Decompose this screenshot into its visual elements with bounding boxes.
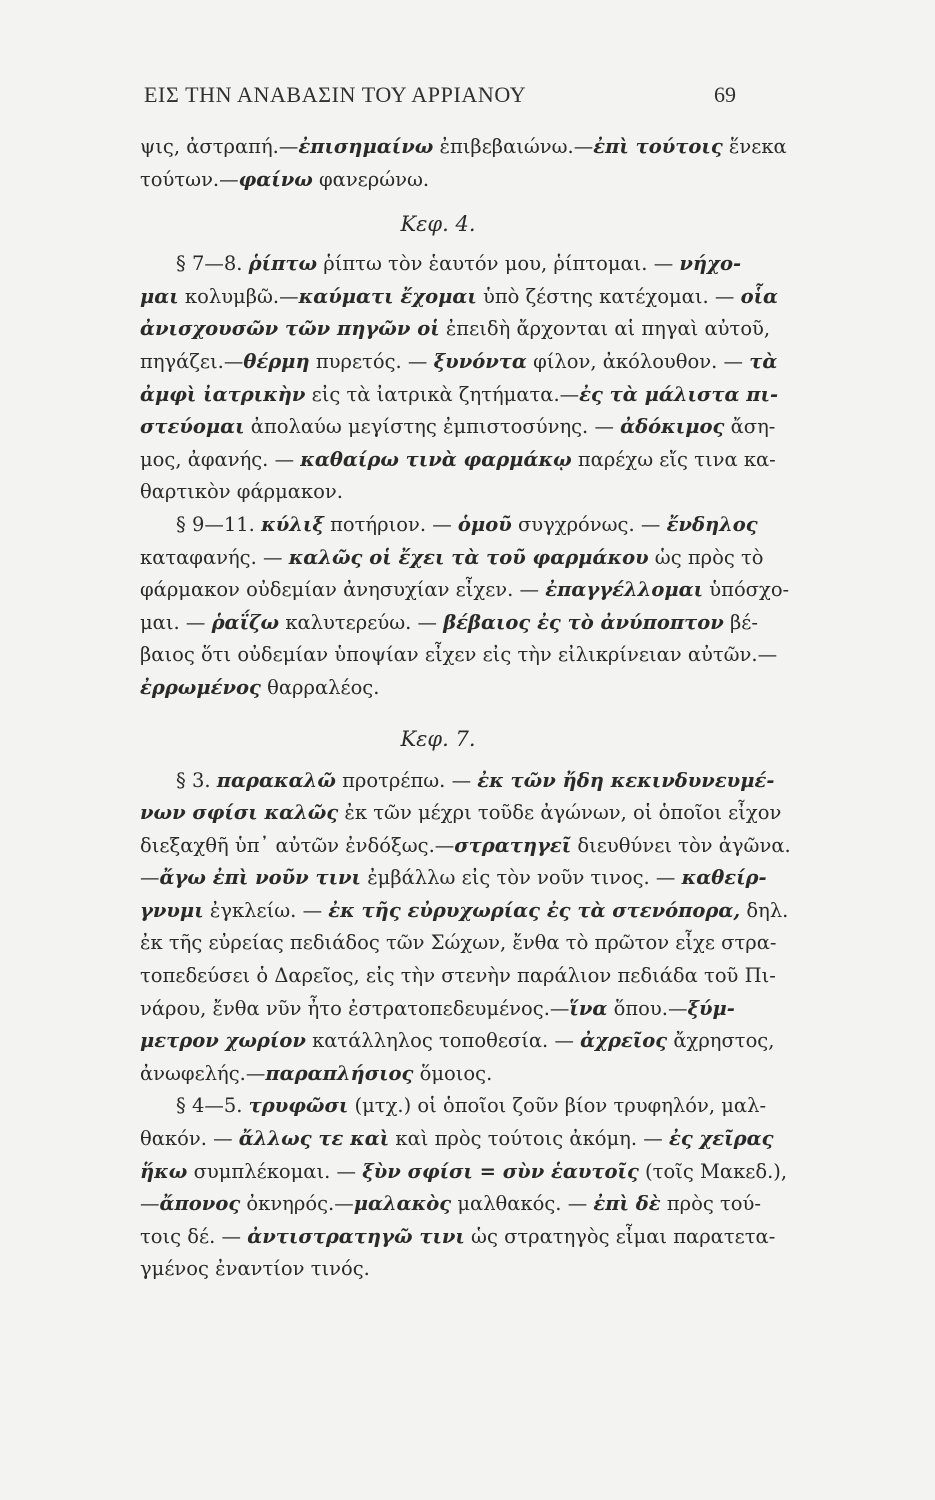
text-line: [140, 444, 776, 477]
text-line: [140, 379, 779, 412]
chapter-heading: Κεφ. 4.: [400, 212, 476, 237]
gloss: ὀκνηρός.—: [240, 1192, 354, 1216]
text-line: [140, 1156, 788, 1189]
gloss: ἀπολαύω μεγίστης ἐμπιστοσύνης. —: [244, 415, 621, 439]
text-line: [140, 509, 758, 542]
text-line: [140, 1123, 774, 1156]
gloss: —: [140, 1192, 160, 1216]
lemma: ἥκω: [140, 1159, 188, 1183]
gloss: πυρετός. —: [309, 349, 434, 373]
gloss: —: [140, 866, 160, 890]
gloss: φίλον, ἀκόλουθον. —: [526, 349, 750, 373]
gloss: μαλθακός. —: [451, 1192, 594, 1216]
lemma: φαίνω: [238, 167, 313, 191]
gloss: προτρέπω. —: [335, 768, 478, 792]
lemma: ἔνδηλος: [666, 512, 758, 536]
gloss: πρὸς τού-: [660, 1192, 761, 1216]
gloss: θακόν. —: [140, 1127, 239, 1151]
text-line: [140, 960, 776, 993]
lemma: μαι: [140, 284, 179, 308]
lemma: βέβαιος ἐς τὸ ἀνύποπτον: [443, 610, 724, 634]
gloss: ὑπὸ ζέστης κατέχομαι. —: [476, 284, 741, 308]
lemma: νων σφίσι καλῶς: [140, 801, 339, 825]
lemma: οἷα: [740, 284, 779, 308]
text-line: [140, 411, 776, 444]
gloss: καὶ πρὸς τούτοις ἀκόμη. —: [389, 1127, 669, 1151]
lemma: ἐρρωμένος: [140, 675, 261, 699]
lemma: ἄγω ἐπὶ νοῦν τινι: [159, 866, 361, 890]
gloss: φάρμακον οὐδεμίαν ἀνησυχίαν εἶχεν. —: [140, 578, 546, 602]
text-line: [140, 346, 778, 379]
text-line: [140, 830, 791, 863]
gloss: ὅπου.—: [607, 996, 688, 1020]
lemma: στεύομαι: [140, 415, 245, 439]
text-line: [140, 1188, 761, 1221]
lemma: καύματι ἔχομαι: [298, 284, 477, 308]
gloss: ὡς πρὸς τὸ: [648, 545, 764, 569]
gloss: νάρου, ἔνθα νῦν ἦτο ἐστρατοπεδευμένος.—: [140, 996, 570, 1020]
lemma: ἐπισημαίνω: [298, 135, 434, 158]
lemma: ξύμ-: [687, 996, 735, 1020]
text-line: [140, 1090, 767, 1123]
lemma: μαλακὸς: [353, 1192, 452, 1216]
page-header: [144, 82, 736, 112]
text-line: [140, 131, 787, 164]
lemma: ἐπαγγέλλομαι: [545, 578, 704, 602]
gloss: συγχρόνως. —: [511, 512, 667, 536]
lemma: καθείρ-: [681, 866, 767, 890]
lemma: παραπλήσιος: [265, 1061, 414, 1085]
gloss: τούτων.—: [140, 167, 239, 191]
lemma: θέρμη: [243, 349, 310, 373]
text-line: [140, 639, 778, 672]
lemma: ὁμοῦ: [457, 512, 512, 536]
text-line: [140, 1253, 736, 1286]
gloss: βέ-: [723, 610, 758, 634]
gloss: καλυτερεύω. —: [279, 610, 444, 634]
lemma: μετρον χωρίον: [140, 1029, 306, 1053]
gloss: θαρραλέος.: [260, 675, 380, 699]
lemma: ξυνόντα: [433, 349, 527, 373]
lemma: ἐς χεῖρας: [668, 1127, 774, 1151]
lemma: ἐπὶ τούτοις: [593, 135, 723, 158]
text-line: [140, 1221, 776, 1254]
lemma: κύλιξ: [261, 512, 324, 536]
lemma: στρατηγεῖ: [454, 833, 572, 857]
lemma: καλῶς οἱ ἔχει τὰ τοῦ φαρμάκου: [288, 545, 649, 569]
gloss: ἐκ τῆς εὐρείας πεδιάδος τῶν Σώχων, ἔνθα τὸ πρῶτον εἶχε στρα-: [140, 931, 777, 955]
text-line: [140, 476, 736, 509]
gloss: ἐγκλείω. —: [203, 898, 329, 922]
lemma: παρακαλῶ: [216, 768, 336, 792]
lemma: ξὺν σφίσι = σὺν ἑαυτοῖς: [362, 1159, 639, 1183]
lemma: ῥαΐζω: [211, 610, 280, 634]
text-line: [140, 927, 777, 960]
gloss: πηγάζει.—: [140, 349, 244, 373]
gloss: (μτχ.) οἱ ὁποῖοι ζοῦν βίον τρυφηλόν, μαλ-: [348, 1094, 767, 1118]
lemma: γνυμι: [140, 898, 204, 922]
gloss: κολυμβῶ.—: [178, 284, 299, 308]
text-line: [140, 993, 736, 1026]
gloss: ἄχρηστος,: [667, 1029, 775, 1053]
gloss: ὡς στρατηγὸς εἶμαι παρατετα-: [464, 1224, 776, 1248]
gloss: δηλ.: [740, 898, 789, 922]
lemma: τὰ: [749, 349, 778, 373]
lemma: ἄπονος: [159, 1192, 241, 1216]
gloss: γμένος ἐναντίον τινός.: [140, 1257, 370, 1281]
lemma: ἐς τὰ μάλιστα πι-: [579, 382, 779, 406]
gloss: καταφανής. —: [140, 545, 289, 569]
gloss: ἐκ τῶν μέχρι τοῦδε ἀγώνων, οἱ ὁποῖοι εἶχον: [338, 801, 782, 825]
chapter-heading: Κεφ. 7.: [400, 726, 476, 751]
gloss: § 9—11.: [176, 512, 262, 536]
lemma: ἀντιστρατηγῶ τινι: [247, 1224, 465, 1248]
gloss: § 7—8.: [176, 252, 249, 276]
text-line: [140, 765, 775, 798]
gloss: ἐμβάλλω εἰς τὸν νοῦν τινος. —: [361, 866, 682, 890]
lemma: νήχο-: [679, 252, 742, 276]
gloss: § 4—5.: [176, 1094, 249, 1118]
text-line: [140, 607, 758, 640]
gloss: τοις δέ. —: [140, 1224, 248, 1248]
text-line: [140, 313, 771, 346]
gloss: εἰς τὰ ἰατρικὰ ζητήματα.—: [305, 382, 580, 406]
lemma: ἵνα: [569, 996, 608, 1020]
text-line: [140, 797, 782, 830]
text-line: [140, 542, 764, 575]
text-line: [140, 248, 742, 281]
running-title: ΕΙΣ ΤΗΝ ΑΝΑΒΑΣΙΝ ΤΟΥ ΑΡΡΙΑΝΟΥ: [144, 82, 527, 107]
lemma: ἀδόκιμος: [620, 415, 725, 439]
gloss: βαιος ὅτι οὐδεμίαν ὑποψίαν εἶχεν εἰς τὴν εἰλικρίνειαν αὐτῶν.—: [140, 643, 778, 667]
text-line: [140, 281, 779, 314]
gloss: συμπλέκομαι. —: [187, 1159, 363, 1183]
text-line: [140, 895, 789, 928]
lemma: ἐπὶ δὲ: [593, 1192, 661, 1216]
gloss: § 3.: [176, 768, 217, 792]
gloss: μος, ἀφανής. —: [140, 447, 301, 471]
gloss: ἄση-: [724, 415, 776, 439]
gloss: φανερώνω.: [312, 167, 430, 191]
gloss: διεξαχθῆ ὑπ᾽ αὐτῶν ἐνδόξως.—: [140, 833, 455, 857]
gloss: ῥίπτω τὸν ἑαυτόν μου, ῥίπτομαι. —: [317, 252, 680, 276]
gloss: θαρτικὸν φάρμακον.: [140, 480, 343, 504]
lemma: ἀχρεῖος: [580, 1029, 668, 1053]
lemma: ἄλλως τε καὶ: [238, 1127, 390, 1151]
gloss: τοπεδεύσει ὁ Δαρεῖος, εἰς τὴν στενὴν παράλιον πεδιάδα τοῦ Πι-: [140, 964, 776, 988]
text-line: [140, 1025, 775, 1058]
gloss: παρέχω εἴς τινα κα-: [571, 447, 776, 471]
gloss: ἐπειδὴ ἄρχονται αἱ πηγαὶ αὐτοῦ,: [439, 317, 771, 341]
gloss: ἐπιβεβαιώνω.—: [433, 135, 594, 158]
text-line: [140, 672, 736, 705]
gloss: ἕνεκα: [722, 135, 787, 158]
gloss: ποτήριον. —: [323, 512, 458, 536]
text-line: [140, 164, 736, 197]
gloss: μαι. —: [140, 610, 212, 634]
gloss: διευθύνει τὸν ἀγῶνα.: [571, 833, 791, 857]
gloss: ἀνωφελής.—: [140, 1061, 266, 1085]
lemma: ῥίπτω: [248, 252, 318, 276]
gloss: κατάλληλος τοποθεσία. —: [305, 1029, 581, 1053]
lemma: ἐκ τῆς εὐρυχωρίας ἐς τὰ στενόπορα,: [328, 898, 741, 922]
lemma: ἀμφὶ ἰατρικὴν: [140, 382, 306, 406]
lemma: τρυφῶσι: [248, 1094, 349, 1118]
text-line: [140, 574, 790, 607]
lemma: ἐκ τῶν ἤδη κεκινδυνευμέ-: [477, 768, 775, 792]
page-number: 69: [714, 82, 736, 107]
gloss: ψις, ἀστραπή.—: [140, 135, 299, 158]
commentary-text: [140, 131, 791, 1286]
text-line: [140, 862, 767, 895]
gloss: ὅμοιος.: [413, 1061, 493, 1085]
gloss: ὑπόσχο-: [703, 578, 790, 602]
lemma: ἀνισχουσῶν τῶν πηγῶν οἱ: [140, 317, 440, 341]
text-line: [140, 1058, 736, 1091]
gloss: (τοῖς Μακεδ.),: [638, 1159, 788, 1183]
lemma: καθαίρω τινὰ φαρμάκῳ: [300, 447, 572, 471]
